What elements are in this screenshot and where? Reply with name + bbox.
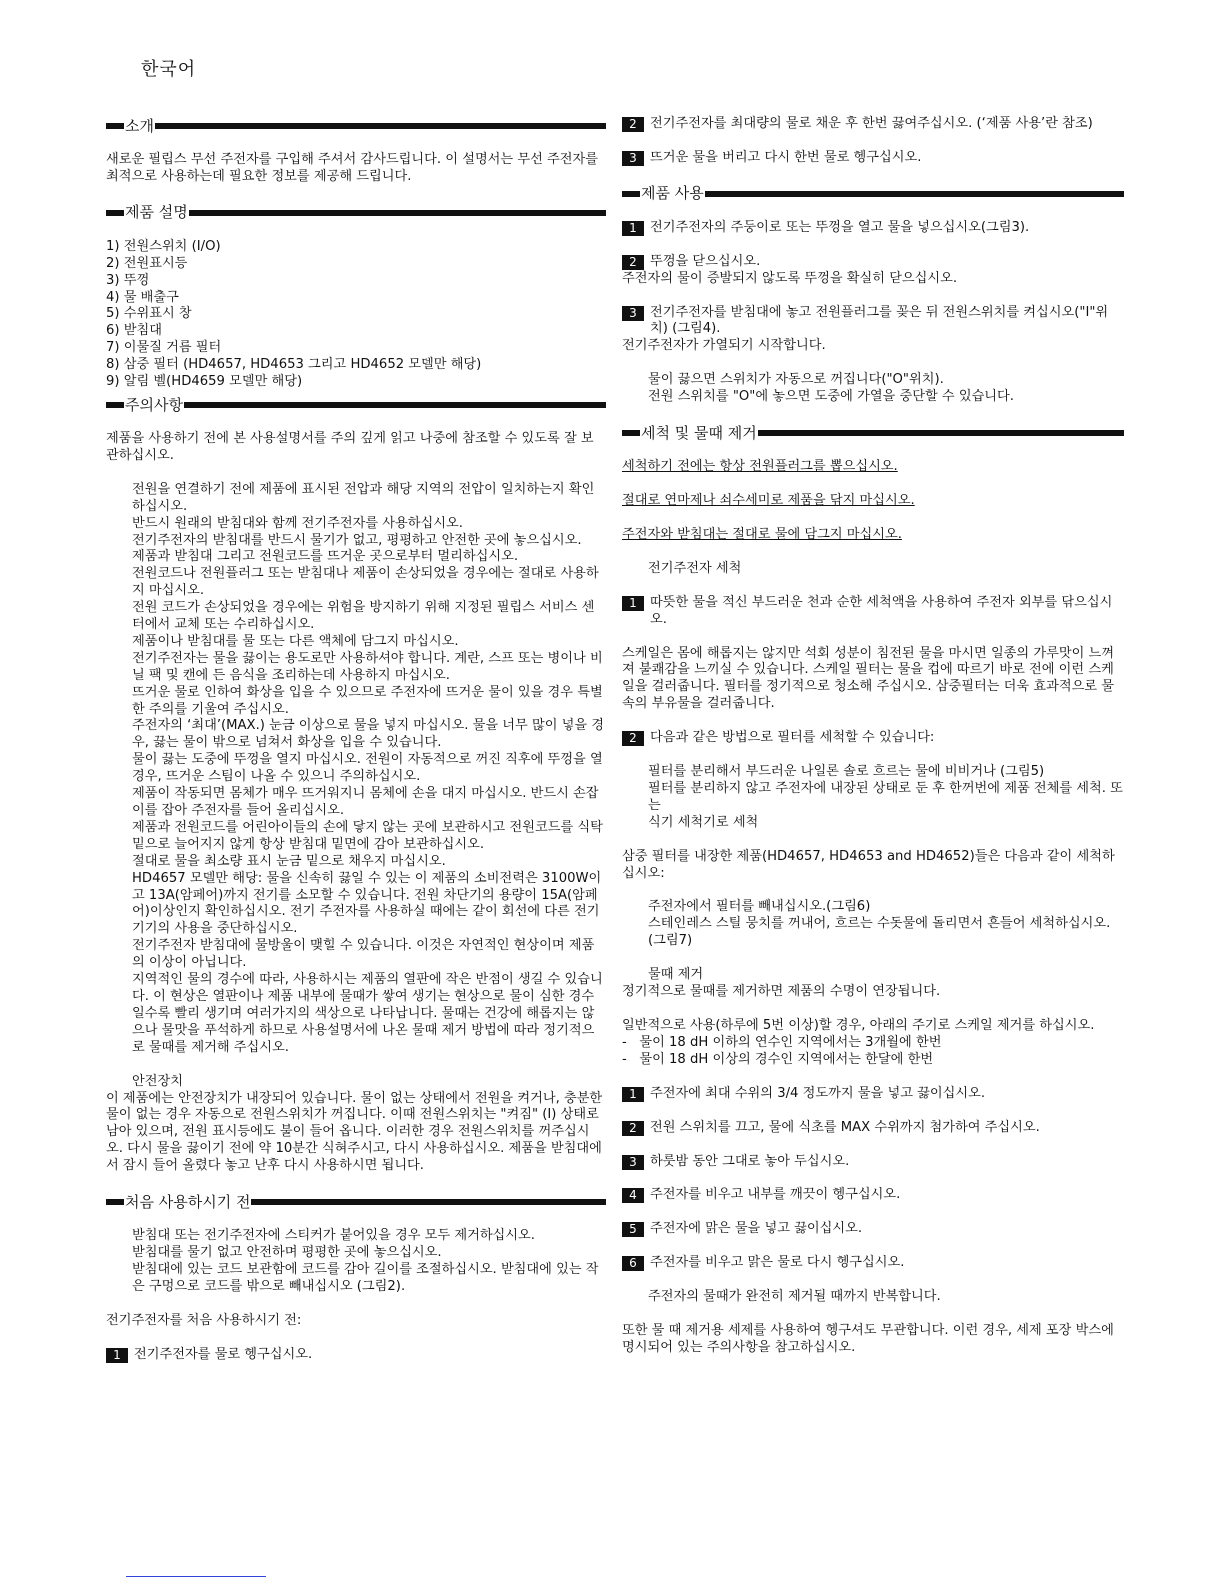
list-item: 전원코드나 전원플러그 또는 받침대나 제품이 손상되었을 경우에는 절대로 사용하지 마십시오. — [132, 566, 599, 599]
step-number: 5 — [622, 1222, 644, 1237]
step-text: 하룻밤 동안 그대로 놓아 두십시오. — [650, 1153, 850, 1169]
descaling-step — [622, 1187, 1124, 1204]
section-heading-first-use: 처음 사용하시기 전 — [106, 1192, 606, 1212]
section-heading-description: 제품 설명 — [106, 203, 606, 223]
list-item: 전기주전자는 물을 끓이는 용도로만 사용하셔야 합니다. 계란, 스프 또는 병이나 비닐 팩 및 캔에 든 음식을 조리하는데 사용하지 마십시오. — [132, 650, 603, 683]
step-number: 1 — [106, 1348, 128, 1363]
step-text: 주전자를 비우고 맑은 물로 다시 헹구십시오. — [650, 1255, 905, 1271]
step-text: 전기주전자를 최대량의 물로 채운 후 한번 끓여주십시오. (‘제품 사용’란 참조) — [650, 116, 1093, 131]
step-number: 4 — [622, 1188, 644, 1203]
list-item: HD4657 모델만 해당: 물을 신속히 끓일 수 있는 이 제품의 소비전력은 3100W이고 13A(암페어)까지 전기를 소모할 수 있습니다. 전원 차단기의 용량이 15A(암페어)이상인지 확인하십시오. 전기 주전자를 사용하실 때에는 같이 회선에 다른 전기기기의 사용을 중단하십시오. — [132, 870, 602, 937]
step-number: 2 — [622, 1121, 644, 1136]
descaling-frequency: 일반적으로 사용(하루에 5번 이상)할 경우, 아래의 주기로 스케일 제거를 하십시오. — [622, 1018, 1095, 1033]
use-step-3-note: 전기주전자가 가열되기 시작합니다. — [622, 338, 826, 354]
first-use-step-2 — [622, 116, 1124, 133]
use-step-2-note: 주전자의 물이 증발되지 않도록 뚜껑을 확실히 닫으십시오. — [622, 270, 958, 286]
list-item: 전기주전자의 받침대를 반드시 물기가 없고, 평평하고 안전한 곳에 놓으십시오. — [132, 532, 582, 548]
step-text: 전원 스위치를 끄고, 물에 식초를 MAX 수위까지 첨가하여 주십시오. — [650, 1119, 1040, 1135]
use-step-3 — [622, 305, 1124, 339]
cleaning-step-1 — [622, 595, 1124, 629]
list-item: 주전자에서 필터를 빼내십시오.(그림6) — [648, 899, 871, 915]
step-number: 2 — [622, 117, 644, 132]
step-number: 3 — [622, 306, 644, 321]
list-item: 제품이 작동되면 몸체가 매우 뜨거워지니 몸체에 손을 대지 마십시오. 반드시 손잡이를 잡아 주전자를 들어 올리십시오. — [132, 786, 599, 818]
list-item: 반드시 원래의 받침대와 함께 전기주전자를 사용하십시오. — [132, 515, 463, 531]
step-number: 3 — [622, 151, 644, 166]
use-notes — [622, 372, 1124, 406]
step-text: 전기주전자를 받침대에 놓고 전원플러그를 꽂은 뒤 전원스위치를 켜십시오("I"위치) (그림4). — [650, 304, 1109, 337]
step-number: 2 — [622, 731, 644, 746]
list-item: 5) 수위표시 창 — [106, 306, 192, 322]
caution-intro: 제품을 사용하기 전에 본 사용설명서를 주의 깊게 읽고 나중에 참조할 수 있도록 잘 보관하십시오. — [106, 430, 594, 463]
list-item: 제품이나 받침대를 물 또는 다른 액체에 담그지 마십시오. — [132, 633, 459, 649]
descaling-step — [622, 1120, 1124, 1137]
list-item: 7) 이물질 거름 필터 — [106, 340, 222, 356]
step-number: 6 — [622, 1256, 644, 1271]
list-item: - 물이 18 dH 이하의 연수인 지역에서는 3개월에 한번 — [622, 1034, 942, 1050]
list-item: 식기 세척기로 세척 — [648, 814, 759, 830]
section-heading-intro: 소개 — [106, 116, 606, 136]
step-number: 1 — [622, 1087, 644, 1102]
cleaning-warning: 절대로 연마제나 쇠수세미로 제품을 닦지 마십시오. — [622, 492, 915, 508]
step-text: 주전자를 비우고 내부를 깨끗이 헹구십시오. — [650, 1187, 901, 1203]
step-text: 전기주전자를 물로 헹구십시오. — [134, 1346, 313, 1362]
language-label: 한국어 — [141, 59, 197, 80]
list-item: 물이 끓는 도중에 뚜껑을 열지 마십시오. 전원이 자동적으로 꺼진 직후에 뚜껑을 열 경우, 뜨거운 스팀이 나올 수 있으니 주의하십시오. — [132, 752, 603, 785]
descaling-step — [622, 1255, 1124, 1272]
step-number: 2 — [622, 255, 644, 270]
list-item: 뜨거운 물로 인하여 화상을 입을 수 있으므로 주전자에 뜨거운 물이 있을 경우 특별한 주의를 기울여 주십시오. — [132, 684, 603, 717]
use-step-2 — [622, 254, 1124, 271]
footer-rule — [126, 1576, 266, 1577]
caution-list — [106, 482, 606, 1057]
descaling-title: 물때 제거 — [648, 967, 704, 983]
step-text: 전기주전자의 주둥이로 또는 뚜껑을 열고 물을 넣으십시오(그림3). — [650, 219, 1030, 235]
descaling-step — [622, 1154, 1124, 1171]
list-item: 9) 알림 벨(HD4659 모델만 해당) — [106, 374, 303, 390]
triple-filter-steps — [622, 899, 1124, 950]
list-item: 1) 전원스위치 (I/O) — [106, 238, 221, 254]
list-item: 지역적인 물의 경수에 따라, 사용하시는 제품의 열판에 작은 반점이 생길 수 있습니다. 이 현상은 열판이나 제품 내부에 물때가 쌓여 생기는 현상으로 물이 심한 경수일수록 빨리 생기며 여러가지의 색상으로 나타납니다. 물때는 건강에 해롭지는 않으나 물맛을 푸석하게 하므로 사용설명서에 나온 물때 제거 방법에 따라 정기적으로 물때를 제거해 주십시오. — [132, 972, 603, 1055]
safety-text: 이 제품에는 안전장치가 내장되어 있습니다. 물이 없는 상태에서 전원을 켜거나, 충분한 물이 없는 경우 자동으로 전원스위치가 꺼집니다. 이때 전원스위치는 "켜짐" (I) 상태로 남아 있으며, 전원 표시등에도 불이 들어 옵니다. 이러한 경우 전원스위치를 꺼주십시오. 다시 물을 끓이기 전에 약 10분간 식혀주시고, 다시 사용하십시오. 제품을 받침대에서 잠시 들어 올렸다 놓고 난후 다시 사용하시면 됩니다. — [106, 1090, 603, 1174]
first-use-step-3 — [622, 150, 1124, 167]
list-item: 필터를 분리해서 부드러운 나일론 솔로 흐르는 물에 비비거나 (그림5) — [648, 764, 1045, 780]
list-item: 2) 전원표시등 — [106, 255, 188, 271]
filter-methods — [622, 764, 1124, 832]
descaling-intro: 정기적으로 물때를 제거하면 제품의 수명이 연장됩니다. — [622, 984, 941, 1000]
section-heading-caution: 주의사항 — [106, 395, 606, 415]
section-heading-use: 제품 사용 — [622, 184, 1124, 204]
descaling-repeat: 주전자의 물때가 완전히 제거될 때까지 반복합니다. — [648, 1289, 941, 1305]
first-use-list — [106, 1228, 606, 1296]
scale-text: 스케일은 몸에 해롭지는 않지만 석회 성분이 침전된 물을 마시면 일종의 가루맛이 느껴져 불쾌감을 느끼실 수 있습니다. 스케일 필터는 물을 컵에 따르기 바로 전에 이런 스케일을 걸러줍니다. 필터를 정기적으로 청소해 주십시오. 삼중필터는 더욱 효과적으로 물속의 부유물을 걸러줍니다. — [622, 645, 1114, 712]
step-text: 주전자에 최대 수위의 3/4 정도까지 물을 넣고 끓이십시오. — [650, 1085, 986, 1101]
list-item: 절대로 물을 최소량 표시 눈금 밑으로 채우지 마십시오. — [132, 853, 446, 869]
list-item: 물이 끓으면 스위치가 자동으로 꺼집니다("O"위치). — [648, 372, 944, 388]
before-first-use-text: 전기주전자를 처음 사용하시기 전: — [106, 1312, 302, 1328]
step-number: 1 — [622, 596, 644, 611]
descaling-final: 또한 물 때 제거용 세제를 사용하여 헹구셔도 무관합니다. 이런 경우, 세제 포장 박스에 명시되어 있는 주의사항을 참고하십시오. — [622, 1323, 1114, 1355]
list-item: 주전자의 ‘최대’(MAX.) 눈금 이상으로 물을 넣지 마십시오. 물을 너무 많이 넣을 경우, 끓는 물이 밖으로 넘쳐서 화상을 입을 수 있습니다. — [132, 718, 605, 751]
list-item: 제품과 받침대 그리고 전원코드를 뜨거운 곳으로부터 멀리하십시오. — [132, 549, 519, 565]
step-text: 따뜻한 물을 적신 부드러운 천과 순한 세척액을 사용하여 주전자 외부를 닦으십시오. — [650, 594, 1113, 627]
safety-title: 안전장치 — [132, 1073, 183, 1089]
step-number: 3 — [622, 1155, 644, 1170]
intro-text: 새로운 필립스 무선 주전자를 구입해 주셔서 감사드립니다. 이 설명서는 무선 주전자를 최적으로 사용하는데 필요한 정보를 제공해 드립니다. — [106, 152, 598, 184]
kettle-cleaning-title: 전기주전자 세척 — [648, 560, 742, 576]
list-item: 전원을 연결하기 전에 제품에 표시된 전압과 해당 지역의 전압이 일치하는지 확인하십시오. — [132, 481, 595, 514]
step-text: 뚜껑을 닫으십시오. — [650, 253, 761, 269]
step-text: 주전자에 맑은 물을 넣고 끓이십시오. — [650, 1221, 863, 1237]
list-item: 전원 코드가 손상되었을 경우에는 위험을 방지하기 위해 지정된 필립스 서비스 센터에서 교체 또는 수리하십시오. — [132, 600, 595, 633]
section-heading-cleaning: 세척 및 물때 제거 — [622, 423, 1124, 443]
first-use-step-1 — [106, 1347, 606, 1364]
list-item: 필터를 분리하지 않고 주전자에 내장된 상태로 둔 후 한꺼번에 제품 전체를 세척. 또는 — [648, 780, 1123, 813]
cleaning-step-2 — [622, 730, 1124, 747]
cleaning-warning: 세척하기 전에는 항상 전원플러그를 뽑으십시오. — [622, 459, 898, 475]
list-item: 3) 뚜껑 — [106, 272, 150, 288]
triple-filter-text: 삼중 필터를 내장한 제품(HD4657, HD4653 and HD4652)들은 다음과 같이 세척하십시오: — [622, 848, 1115, 881]
left-column — [106, 116, 606, 1380]
descaling-frequency-list — [622, 1035, 1124, 1069]
step-text: 다음과 같은 방법으로 필터를 세척할 수 있습니다: — [650, 730, 935, 746]
parts-list — [106, 239, 606, 391]
list-item: 받침대 또는 전기주전자에 스티커가 붙어있을 경우 모두 제거하십시오. — [132, 1228, 535, 1244]
use-step-1 — [622, 220, 1124, 237]
list-item: 전기주전자 받침대에 물방울이 맺힐 수 있습니다. 이것은 자연적인 현상이며 제품의 이상이 아닙니다. — [132, 938, 595, 971]
list-item: 4) 물 배출구 — [106, 289, 179, 305]
list-item: 스테인레스 스틸 뭉치를 꺼내어, 흐르는 수돗물에 돌리면서 흔들어 세척하십시오.(그림7) — [648, 916, 1111, 949]
descaling-step — [622, 1086, 1124, 1103]
step-number: 1 — [622, 221, 644, 236]
list-item: 받침대에 있는 코드 보관함에 코드를 감아 길이를 조절하십시오. 받침대에 있는 작은 구멍으로 코드를 밖으로 빼내십시오 (그림2). — [132, 1261, 599, 1294]
cleaning-warning: 주전자와 받침대는 절대로 물에 담그지 마십시오. — [622, 526, 902, 542]
right-column — [622, 116, 1124, 1374]
step-text: 뜨거운 물을 버리고 다시 한번 물로 헹구십시오. — [650, 149, 922, 165]
list-item: 제품과 전원코드를 어린아이들의 손에 닿지 않는 곳에 보관하시고 전원코드를 식탁 밑으로 늘어지지 않게 항상 받침대 밑면에 감아 보관하십시오. — [132, 819, 603, 852]
list-item: 전원 스위치를 "O"에 놓으면 도중에 가열을 중단할 수 있습니다. — [648, 389, 1014, 405]
list-item: 받침대를 물기 없고 안전하며 평평한 곳에 놓으십시오. — [132, 1244, 442, 1260]
list-item: 6) 받침대 — [106, 323, 162, 339]
list-item: - 물이 18 dH 이상의 경수인 지역에서는 한달에 한번 — [622, 1051, 934, 1067]
list-item: 8) 삼중 필터 (HD4657, HD4653 그리고 HD4652 모델만 해당) — [106, 357, 482, 373]
descaling-step — [622, 1221, 1124, 1238]
